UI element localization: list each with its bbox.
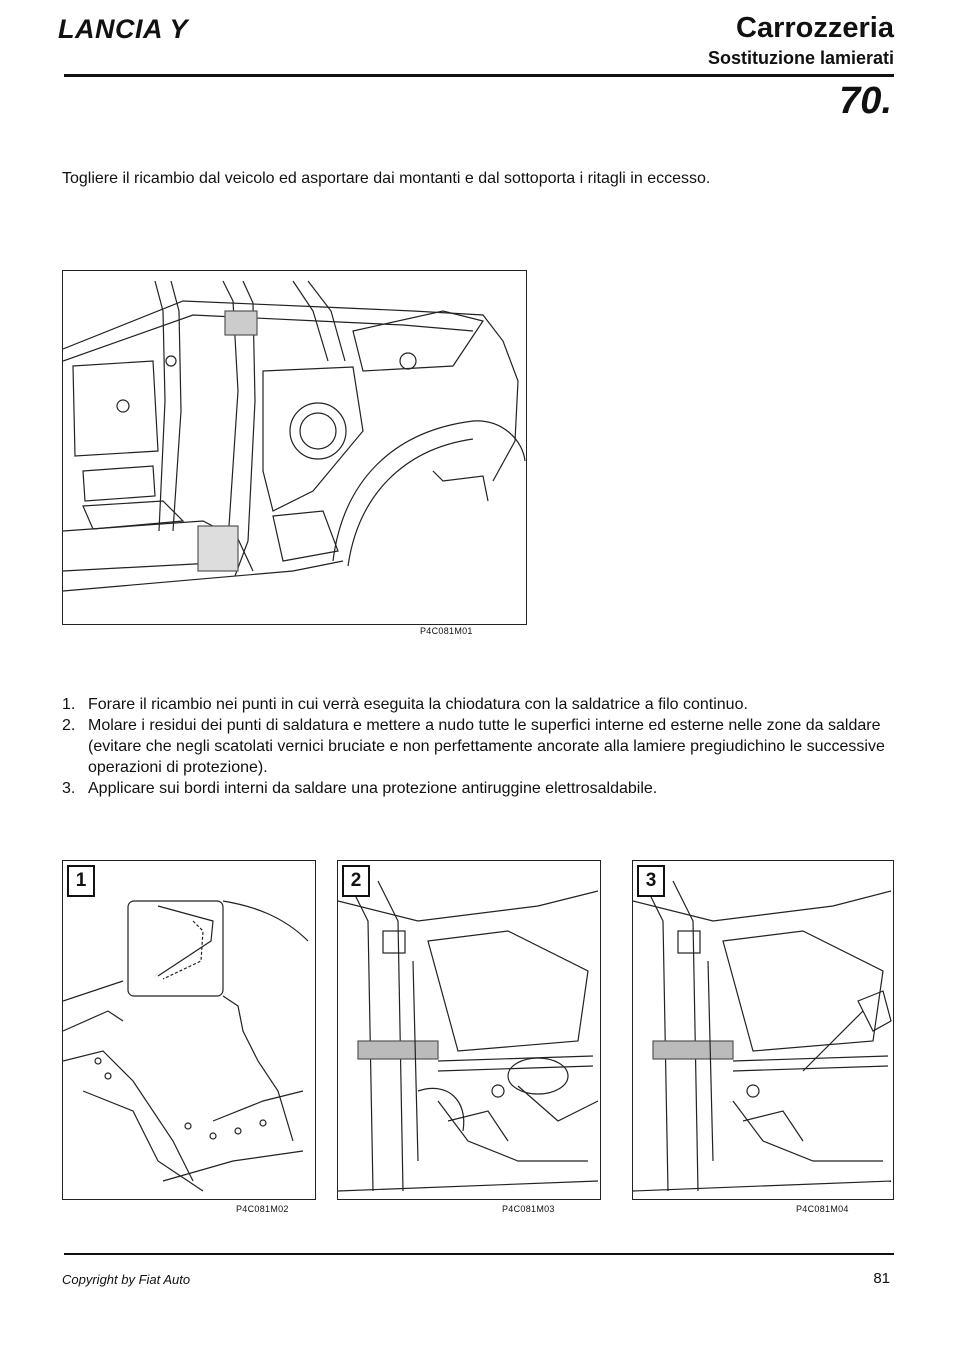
steps-list [62, 694, 912, 799]
page-number: 81 [873, 1270, 890, 1287]
main-figure-code: P4C081M01 [420, 626, 473, 636]
sub-figure-1-code: P4C081M02 [236, 1204, 289, 1214]
copyright-text: Copyright by Fiat Auto [62, 1272, 191, 1287]
sub-figure-2 [337, 860, 601, 1200]
step-number: 3. [62, 780, 76, 797]
figure-number-badge: 3 [637, 865, 665, 897]
sub-figure-3-code: P4C081M04 [796, 1204, 849, 1214]
antirust-application-drawing [633, 861, 893, 1199]
rear-quarter-panel-drawing [63, 861, 315, 1199]
intro-text: Togliere il ricambio dal veicolo ed asportare dai montanti e dal sottoporta i ritagli in eccesso. [62, 170, 711, 187]
figure-number-badge: 1 [67, 865, 95, 897]
figure-number-badge: 2 [342, 865, 370, 897]
subsection-title: Sostituzione lamierati [707, 48, 894, 68]
header-rule [64, 74, 894, 77]
step-text: Forare il ricambio nei punti in cui verrà eseguita la chiodatura con la saldatrice a filo continuo. [88, 696, 748, 713]
main-figure [62, 270, 527, 625]
step-item [62, 694, 912, 715]
car-body-side-drawing [63, 271, 526, 624]
sub-figure-2-code: P4C081M03 [502, 1204, 555, 1214]
sub-figure-1 [62, 860, 316, 1200]
step-text: Molare i residui dei punti di saldatura e mettere a nudo tutte le superfici interne ed esterne nelle zone da saldare (evitare che negli scatolati vernici bruciate e non perfettamente ancorate alla lamiere pregiudichino le successive operazioni di protezione). [88, 717, 885, 776]
step-item [62, 778, 912, 799]
pillar-grinding-drawing [338, 861, 600, 1199]
page-code: 70. [839, 80, 892, 122]
section-title: Carrozzeria [736, 12, 894, 44]
step-number: 2. [62, 717, 76, 734]
step-text: Applicare sui bordi interni da saldare una protezione antiruggine elettrosaldabile. [88, 780, 658, 797]
sub-figure-3 [632, 860, 894, 1200]
step-number: 1. [62, 696, 76, 713]
brand-title: LANCIA Y [58, 14, 189, 44]
step-item [62, 715, 912, 778]
footer-rule [64, 1253, 894, 1255]
